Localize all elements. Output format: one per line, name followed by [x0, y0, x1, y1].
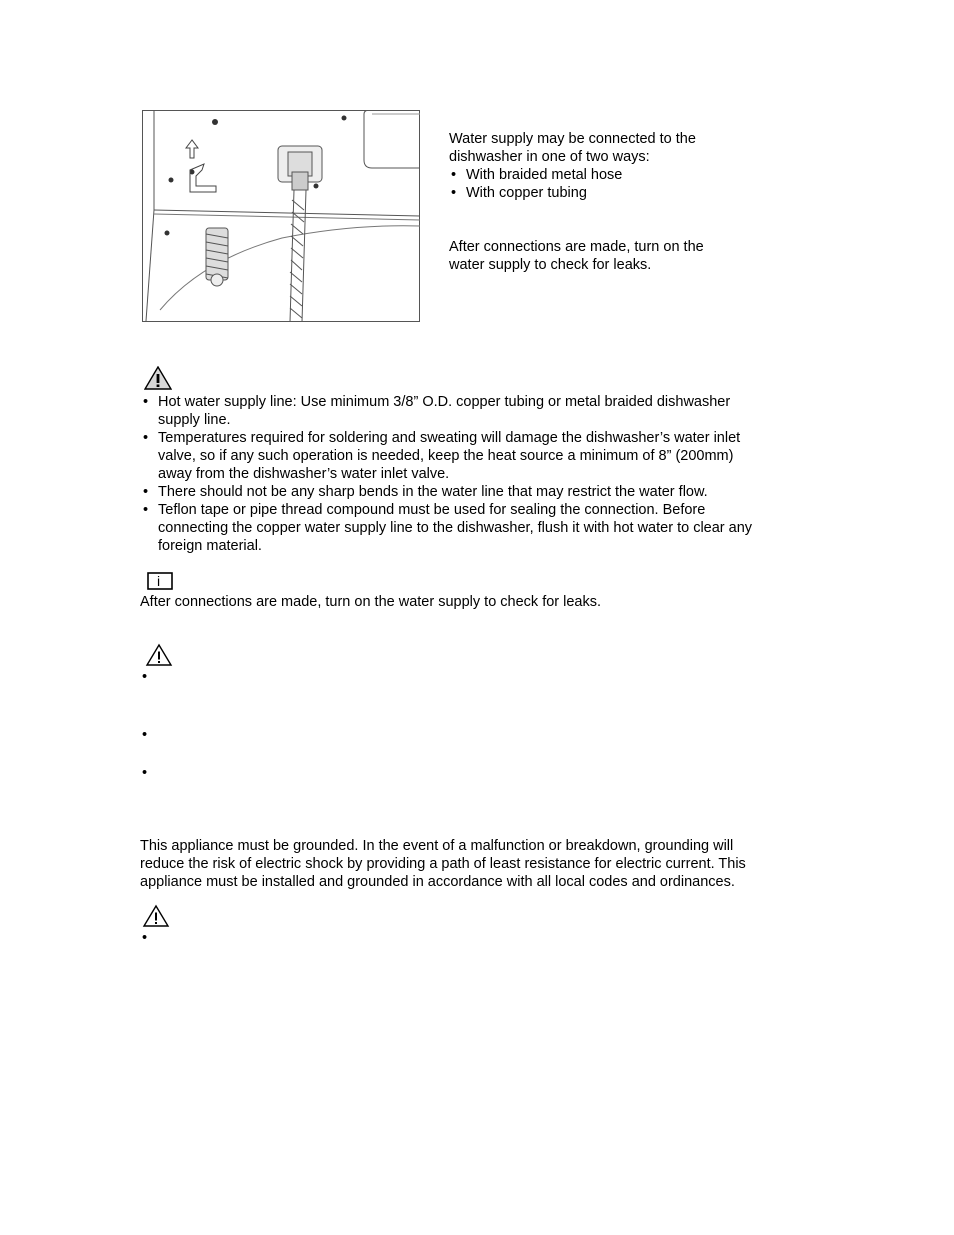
empty-bullet: • [142, 727, 148, 743]
warning-item-line: connecting the copper water supply line to the dishwasher, flush it with hot water to clear any [158, 520, 753, 536]
warning-item-line: • Temperatures required for soldering and sweating will damage the dishwasher’s water inlet [158, 430, 741, 446]
warning-item-line: foreign material. [158, 538, 262, 554]
warning-icon [142, 904, 170, 928]
option-copper-tubing: • With copper tubing [449, 184, 749, 202]
warning-item-line: • Teflon tape or pipe thread compound must be used for sealing the connection. Before [158, 502, 706, 518]
warning-item-line: valve, so if any such operation is needed, keep the heat source a minimum of 8” (200mm) [158, 448, 734, 464]
info-icon-letter: i [157, 573, 161, 589]
empty-bullet: • [142, 765, 148, 781]
warning-item-line: • Hot water supply line: Use minimum 3/8” O.D. copper tubing or metal braided dishwasher [158, 394, 731, 410]
intro-after-line-2: water supply to check for leaks. [449, 257, 652, 273]
note-text: After connections are made, turn on the water supply to check for leaks. [140, 594, 602, 610]
empty-bullet: • [142, 669, 148, 685]
grounding-line: This appliance must be grounded. In the event of a malfunction or breakdown, grounding will [140, 838, 734, 854]
empty-bullet: • [142, 930, 148, 946]
option-braided-hose: • With braided metal hose [449, 166, 749, 184]
info-icon [147, 572, 173, 590]
warning-icon [145, 643, 173, 667]
warning-item-line: supply line. [158, 412, 231, 428]
connection-options-list [449, 166, 749, 202]
intro-line-2: dishwasher in one of two ways: [449, 149, 650, 165]
intro-after-line-1: After connections are made, turn on the [449, 239, 704, 255]
warning-item-teflon [141, 501, 811, 555]
intro-text [449, 130, 749, 274]
grounding-line: reduce the risk of electric shock by providing a path of least resistance for electric current. This [140, 856, 746, 872]
warning-item-supply-line [141, 393, 811, 429]
warning-list-water [141, 393, 811, 555]
warning-item-soldering [141, 429, 811, 483]
water-connection-illustration [142, 110, 420, 322]
grounding-paragraph [140, 837, 810, 891]
warning-item-bends [141, 483, 811, 501]
grounding-line: appliance must be installed and grounded in accordance with all local codes and ordinances. [140, 874, 735, 890]
warning-icon [144, 366, 172, 390]
warning-item-line: • There should not be any sharp bends in the water line that may restrict the water flow. [158, 484, 708, 500]
intro-line-1: Water supply may be connected to the [449, 131, 696, 147]
warning-item-line: away from the dishwasher’s water inlet valve. [158, 466, 450, 482]
